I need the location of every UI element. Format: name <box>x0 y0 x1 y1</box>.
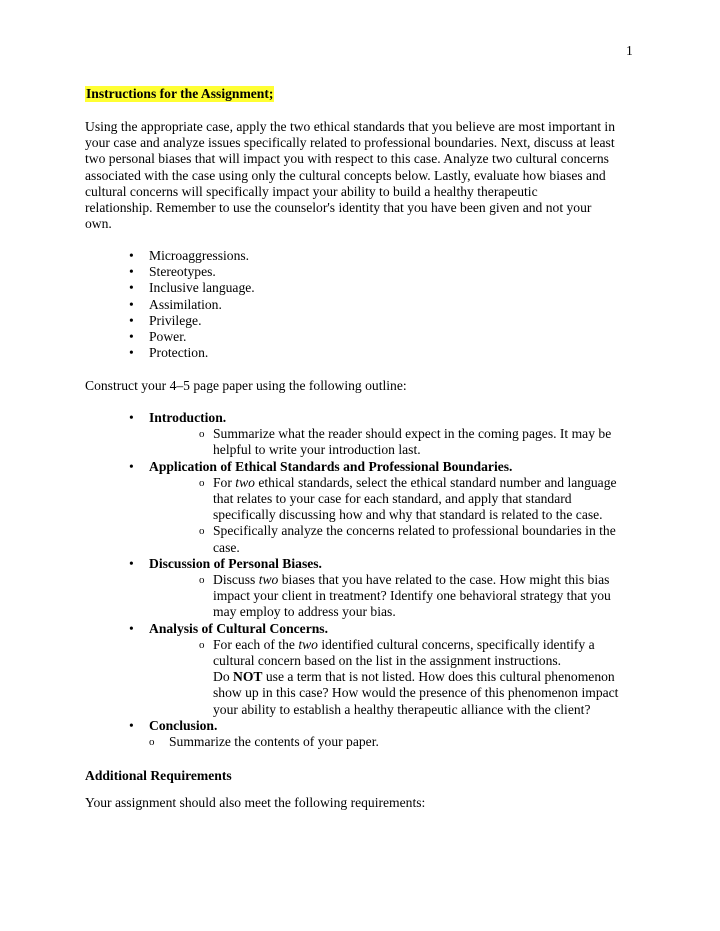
text-run: biases that you have related to the case. How might this bias <box>278 572 610 588</box>
list-item: • Protection. <box>129 345 255 361</box>
list-item: • Assimilation. <box>129 297 255 313</box>
outline-item-biases <box>129 556 649 621</box>
intro-line: own. <box>85 216 112 232</box>
intro-line: your case and analyze issues specifically related to professional boundaries. Next, discuss at least <box>85 135 615 151</box>
text-run: For each of the <box>213 636 299 652</box>
text-run: Do <box>213 669 234 685</box>
outline-item-introduction <box>129 410 649 459</box>
outline-item-ethics <box>129 459 649 556</box>
list-item: • Microaggressions. <box>129 248 255 264</box>
sub-line: o Summarize what the reader should expect in the coming pages. It may be <box>213 426 612 442</box>
intro-line: associated with the case using only the cultural concepts below. Lastly, evaluate how biases and <box>85 167 606 183</box>
outline-title: Analysis of Cultural Concerns. <box>149 620 328 636</box>
list-item: • Stereotypes. <box>129 264 255 280</box>
additional-requirements-heading: Additional Requirements <box>85 768 232 783</box>
sub-line <box>213 572 649 588</box>
outline-intro: Construct your 4–5 page paper using the following outline: <box>85 378 407 393</box>
sub-line: helpful to write your introduction last. <box>213 442 421 458</box>
emphasis: two <box>235 474 255 490</box>
text-run: For <box>213 474 236 490</box>
sub-line: your ability to establish a healthy therapeutic alliance with the client? <box>213 701 591 717</box>
page-number: 1 <box>626 43 633 58</box>
sub-item <box>149 572 649 621</box>
sub-line <box>213 669 649 685</box>
additional-requirements-text: Your assignment should also meet the following requirements: <box>85 795 426 810</box>
sub-line: o Specifically analyze the concerns related to professional boundaries in the <box>213 523 616 539</box>
sub-line: may employ to address your bias. <box>213 604 396 620</box>
sub-line: case. <box>213 539 240 555</box>
sub-line: show up in this case? How would the presence of this phenomenon impact <box>213 685 619 701</box>
sub-item <box>149 426 649 458</box>
sub-item: o Summarize the contents of your paper. <box>149 734 649 750</box>
list-item: • Privilege. <box>129 313 255 329</box>
outline-title: Conclusion. <box>149 717 218 733</box>
sub-line: impact your client in treatment? Identify one behavioral strategy that you <box>213 588 611 604</box>
text-run: use a term that is not listed. How does this cultural phenomenon <box>262 669 615 685</box>
sub-line <box>213 475 649 491</box>
sub-item <box>149 523 649 555</box>
outline-title: Introduction. <box>149 410 227 425</box>
assignment-heading: Instructions for the Assignment; <box>86 86 274 101</box>
intro-line: relationship. Remember to use the counselor's identity that you have been given and not your <box>85 200 592 216</box>
sub-line <box>213 637 649 653</box>
cultural-concepts-list <box>129 248 255 361</box>
text-run: Discuss <box>213 572 259 588</box>
intro-line: Using the appropriate case, apply the two ethical standards that you believe are most important in <box>85 119 615 134</box>
bold-text: NOT <box>233 669 263 685</box>
sub-line: cultural concern based on the list in the assignment instructions. <box>213 653 562 669</box>
list-item: • Inclusive language. <box>129 280 255 296</box>
sub-list <box>149 426 649 458</box>
text-run: identified cultural concerns, specifically identify a <box>317 636 595 652</box>
sub-list <box>149 475 649 556</box>
paper-outline <box>129 410 649 750</box>
outline-item-conclusion <box>129 718 649 750</box>
text-run: ethical standards, select the ethical standard number and language <box>254 474 617 490</box>
sub-line: specifically discussing how and why that standard is related to the case. <box>213 507 603 523</box>
list-item: • Power. <box>129 329 255 345</box>
sub-list <box>149 572 649 621</box>
intro-line: cultural concerns will specifically impact your ability to build a healthy therapeutic <box>85 183 538 199</box>
emphasis: two <box>298 636 318 652</box>
sub-line: that relates to your case for each standard, and apply that standard <box>213 491 572 507</box>
outline-title: Discussion of Personal Biases. <box>149 555 322 571</box>
outline-title: Application of Ethical Standards and Professional Boundaries. <box>149 458 513 474</box>
sub-item <box>149 475 649 524</box>
sub-item <box>149 637 649 718</box>
outline-item-cultural <box>129 621 649 718</box>
sub-list <box>149 734 649 750</box>
intro-paragraph <box>85 119 645 232</box>
intro-line: two personal biases that will impact you with respect to this case. Analyze two cultural concerns <box>85 151 609 167</box>
sub-list <box>149 637 649 718</box>
emphasis: two <box>258 572 279 588</box>
